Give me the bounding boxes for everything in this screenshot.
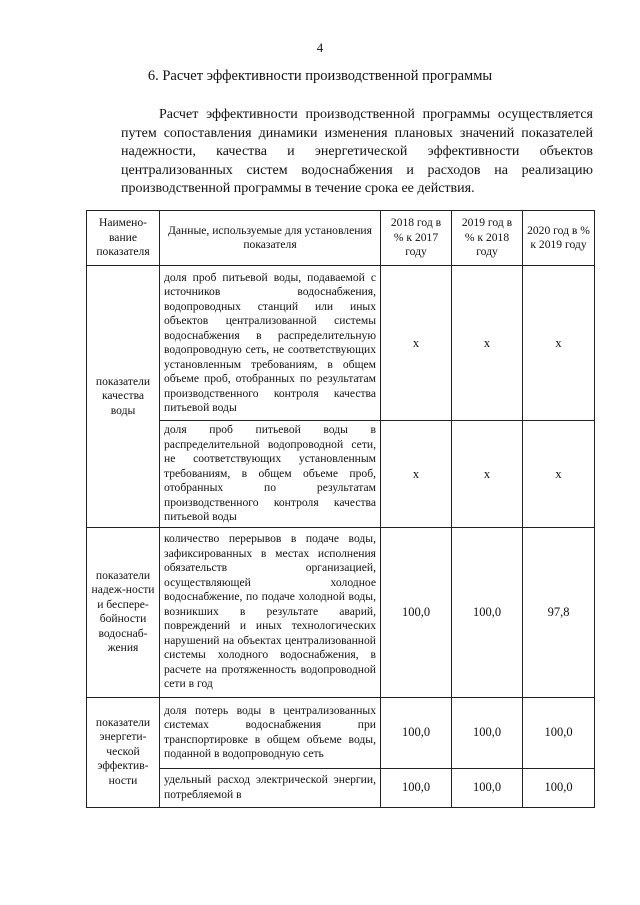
table-row xyxy=(87,697,595,768)
value-2019: 100,0 xyxy=(452,768,523,807)
intro-paragraph: Расчет эффективности производственной программы осуществляется путем сопоставления динамики изменения плановых значений показателей надежности, качества и энергетической эффективности объектов централизованных систем водоснабжения и расходов на реализацию производственной программы в течение срока ее действия. xyxy=(121,107,593,196)
value-2018: x xyxy=(381,266,452,421)
value-2019: x xyxy=(452,266,523,421)
value-2018: 100,0 xyxy=(381,768,452,807)
row-description: доля потерь воды в централизованных системах водоснабжения при транспортировке в общем объеме воды, поданной в водопроводную сеть xyxy=(160,697,381,768)
header-data-used: Данные, используемые для установления показателя xyxy=(160,211,381,266)
row-description: удельный расход электрической энергии, потребляемой в xyxy=(160,768,381,807)
value-2020: x xyxy=(523,421,595,528)
group-energy: показатели энергети-ческой эффектив-ности xyxy=(87,697,160,807)
table-row xyxy=(87,421,595,528)
indicators-table xyxy=(86,210,595,808)
row-description: доля проб питьевой воды в распределительной водопроводной сети, не соответствующих установленным требованиям, в общем объеме проб, отобранных по результатам производственного контроля качества питьевой воды xyxy=(160,421,381,528)
table-row xyxy=(87,266,595,421)
header-indicator-name: Наимено-вание показателя xyxy=(87,211,160,266)
value-2020: 97,8 xyxy=(523,527,595,697)
value-2019: 100,0 xyxy=(452,527,523,697)
header-2018: 2018 год в % к 2017 году xyxy=(381,211,452,266)
value-2020: 100,0 xyxy=(523,768,595,807)
value-2020: 100,0 xyxy=(523,697,595,768)
table-row xyxy=(87,768,595,807)
value-2018: 100,0 xyxy=(381,527,452,697)
row-description: доля проб питьевой воды, подаваемой с источников водоснабжения, водопроводных станций или иных объектов централизованной системы водоснабжения в распределительную водопроводную сеть, не соответствующих установленным требованиям, в общем объеме проб, отобранных по результатам производственного контроля качества питьевой воды xyxy=(160,266,381,421)
header-2019: 2019 год в % к 2018 году xyxy=(452,211,523,266)
value-2018: x xyxy=(381,421,452,528)
table-row xyxy=(87,527,595,697)
header-2020: 2020 год в % к 2019 году xyxy=(523,211,595,266)
section-title: 6. Расчет эффективности производственной программы xyxy=(147,68,493,84)
group-reliability: показатели надеж-ности и беспере-бойности водоснаб-жения xyxy=(87,527,160,697)
row-description: количество перерывов в подаче воды, зафиксированных в местах исполнения обязательств организацией, осуществляющей холодное водоснабжение, по подаче холодной воды, возникших в результате аварий, повреждений и иных технологических нарушений на объектах централизованной системы холодного водоснабжения, в расчете на протяженность водопроводной сети в год xyxy=(160,527,381,697)
value-2020: x xyxy=(523,266,595,421)
value-2019: x xyxy=(452,421,523,528)
value-2018: 100,0 xyxy=(381,697,452,768)
group-quality: показатели качества воды xyxy=(87,266,160,528)
value-2019: 100,0 xyxy=(452,697,523,768)
table-header-row xyxy=(87,211,595,266)
page-number: 4 xyxy=(316,40,324,55)
